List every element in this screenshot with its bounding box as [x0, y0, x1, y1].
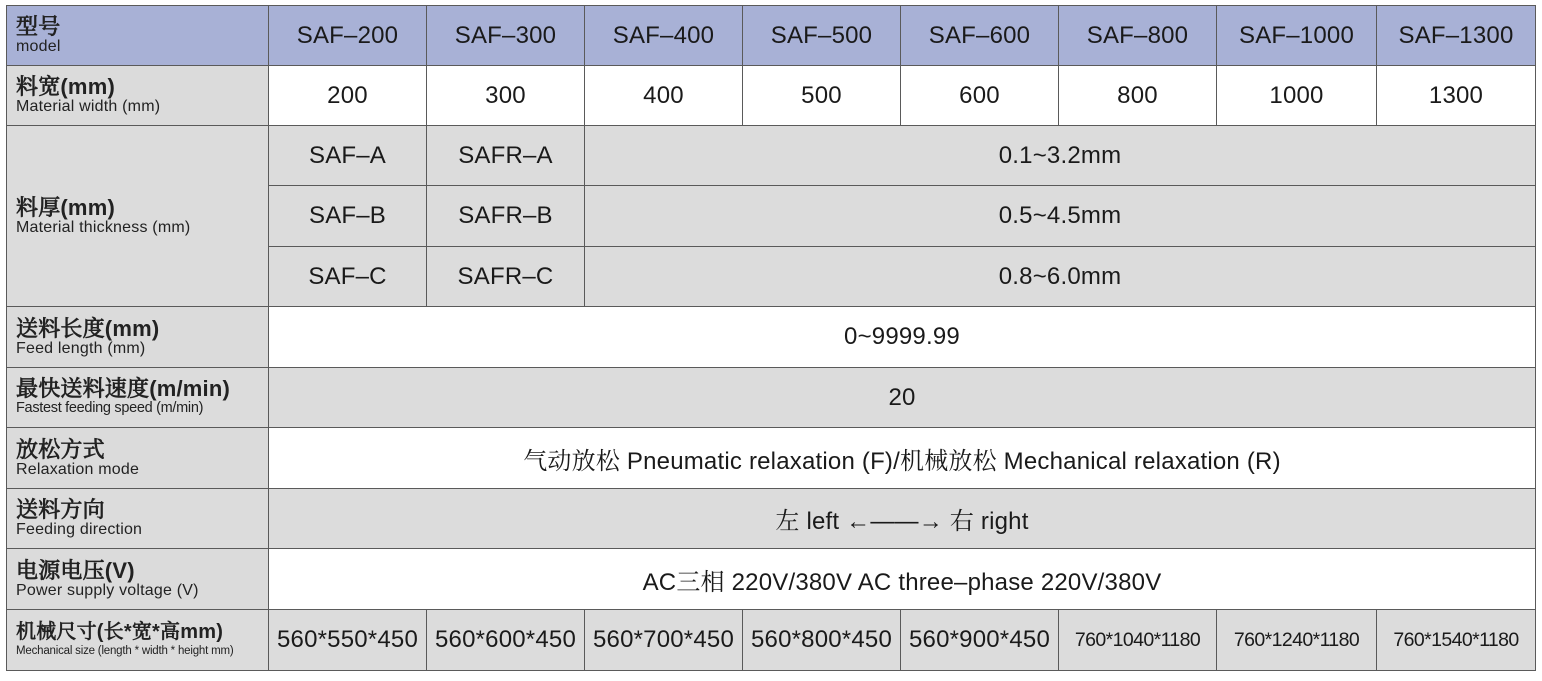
- mechanical-size-cell: 760*1040*1180: [1059, 610, 1217, 671]
- feeding-speed-value: 20: [269, 368, 1536, 428]
- feeding-direction-row: [7, 489, 1536, 549]
- feeding-speed-row: [7, 368, 1536, 428]
- model-label-en: model: [16, 38, 61, 55]
- feed-length-label-cell: [7, 307, 269, 368]
- power-supply-label-zh: 电源电压(V): [16, 557, 135, 583]
- model-header-cell: SAF–800: [1059, 6, 1217, 66]
- thickness-type-b-cell: SAFR–C: [427, 247, 585, 307]
- relaxation-mode-label-cell: [7, 428, 269, 489]
- mechanical-size-cell: 560*550*450: [269, 610, 427, 671]
- feed-length-label-zh: 送料长度(mm): [16, 315, 160, 341]
- spec-table: [6, 5, 1536, 671]
- feeding-direction-label-cell: [7, 489, 269, 549]
- mechanical-size-cell: 760*1240*1180: [1217, 610, 1377, 671]
- material-width-label-zh: 料宽(mm): [16, 74, 115, 99]
- model-header-cell: SAF–1000: [1217, 6, 1377, 66]
- material-width-cell: 1300: [1377, 66, 1536, 126]
- material-width-cell: 400: [585, 66, 743, 126]
- thickness-range-cell: 0.1~3.2mm: [585, 126, 1536, 186]
- model-header-cell: SAF–200: [269, 6, 427, 66]
- mechanical-size-label-cell: [7, 610, 269, 671]
- material-thickness-label-zh: 料厚(mm): [16, 194, 115, 220]
- material-width-label-cell: [7, 66, 269, 126]
- mechanical-size-row: [7, 610, 1536, 671]
- mechanical-size-label-en: Mechanical size (length * width * height mm): [16, 644, 234, 657]
- material-thickness-label-cell: [7, 126, 269, 307]
- feed-length-row: [7, 307, 1536, 368]
- relaxation-mode-value: 气动放松 Pneumatic relaxation (F)/机械放松 Mechanical relaxation (R): [269, 428, 1536, 489]
- mechanical-size-cell: 560*900*450: [901, 610, 1059, 671]
- material-width-cell: 300: [427, 66, 585, 126]
- thickness-type-a-cell: SAF–B: [269, 186, 427, 247]
- material-thickness-label-en: Material thickness (mm): [16, 218, 191, 236]
- feeding-speed-label-en: Fastest feeding speed (m/min): [16, 400, 204, 416]
- thickness-type-a-cell: SAF–A: [269, 126, 427, 186]
- thickness-range-cell: 0.5~4.5mm: [585, 186, 1536, 247]
- power-supply-label-en: Power supply voltage (V): [16, 581, 199, 599]
- relaxation-mode-row: [7, 428, 1536, 489]
- model-header-cell: SAF–400: [585, 6, 743, 66]
- mechanical-size-cell: 560*800*450: [743, 610, 901, 671]
- model-header-cell: SAF–500: [743, 6, 901, 66]
- mechanical-size-label-zh: 机械尺寸(长*宽*高mm): [16, 620, 224, 643]
- feeding-speed-label-zh: 最快送料速度(m/min): [16, 376, 231, 401]
- mechanical-size-cell: 560*700*450: [585, 610, 743, 671]
- thickness-type-a-cell: SAF–C: [269, 247, 427, 307]
- material-width-cell: 800: [1059, 66, 1217, 126]
- feeding-direction-value: 左 left ←——→ 右 right: [269, 489, 1536, 549]
- model-label-cell: [7, 6, 269, 66]
- thickness-type-b-cell: SAFR–B: [427, 186, 585, 247]
- relaxation-mode-label-en: Relaxation mode: [16, 460, 140, 478]
- feeding-direction-label-en: Feeding direction: [16, 521, 143, 538]
- model-header-cell: SAF–300: [427, 6, 585, 66]
- thickness-range-cell: 0.8~6.0mm: [585, 247, 1536, 307]
- material-width-cell: 1000: [1217, 66, 1377, 126]
- material-width-row: [7, 66, 1536, 126]
- feeding-direction-label-zh: 送料方向: [16, 497, 105, 522]
- power-supply-value: AC三相 220V/380V AC three–phase 220V/380V: [269, 549, 1536, 610]
- material-width-cell: 500: [743, 66, 901, 126]
- feeding-speed-label-cell: [7, 368, 269, 428]
- material-width-label-en: Material width (mm): [16, 98, 161, 115]
- material-width-cell: 600: [901, 66, 1059, 126]
- feed-length-value: 0~9999.99: [269, 307, 1536, 368]
- model-header-cell: SAF–600: [901, 6, 1059, 66]
- mechanical-size-cell: 760*1540*1180: [1377, 610, 1536, 671]
- model-header-cell: SAF–1300: [1377, 6, 1536, 66]
- relaxation-mode-label-zh: 放松方式: [16, 436, 105, 462]
- material-width-cell: 200: [269, 66, 427, 126]
- model-label-zh: 型号: [16, 14, 61, 39]
- header-row: [7, 6, 1536, 66]
- feed-length-label-en: Feed length (mm): [16, 339, 146, 357]
- mechanical-size-cell: 560*600*450: [427, 610, 585, 671]
- thickness-type-b-cell: SAFR–A: [427, 126, 585, 186]
- power-supply-row: [7, 549, 1536, 610]
- power-supply-label-cell: [7, 549, 269, 610]
- material-thickness-row: [7, 126, 1536, 186]
